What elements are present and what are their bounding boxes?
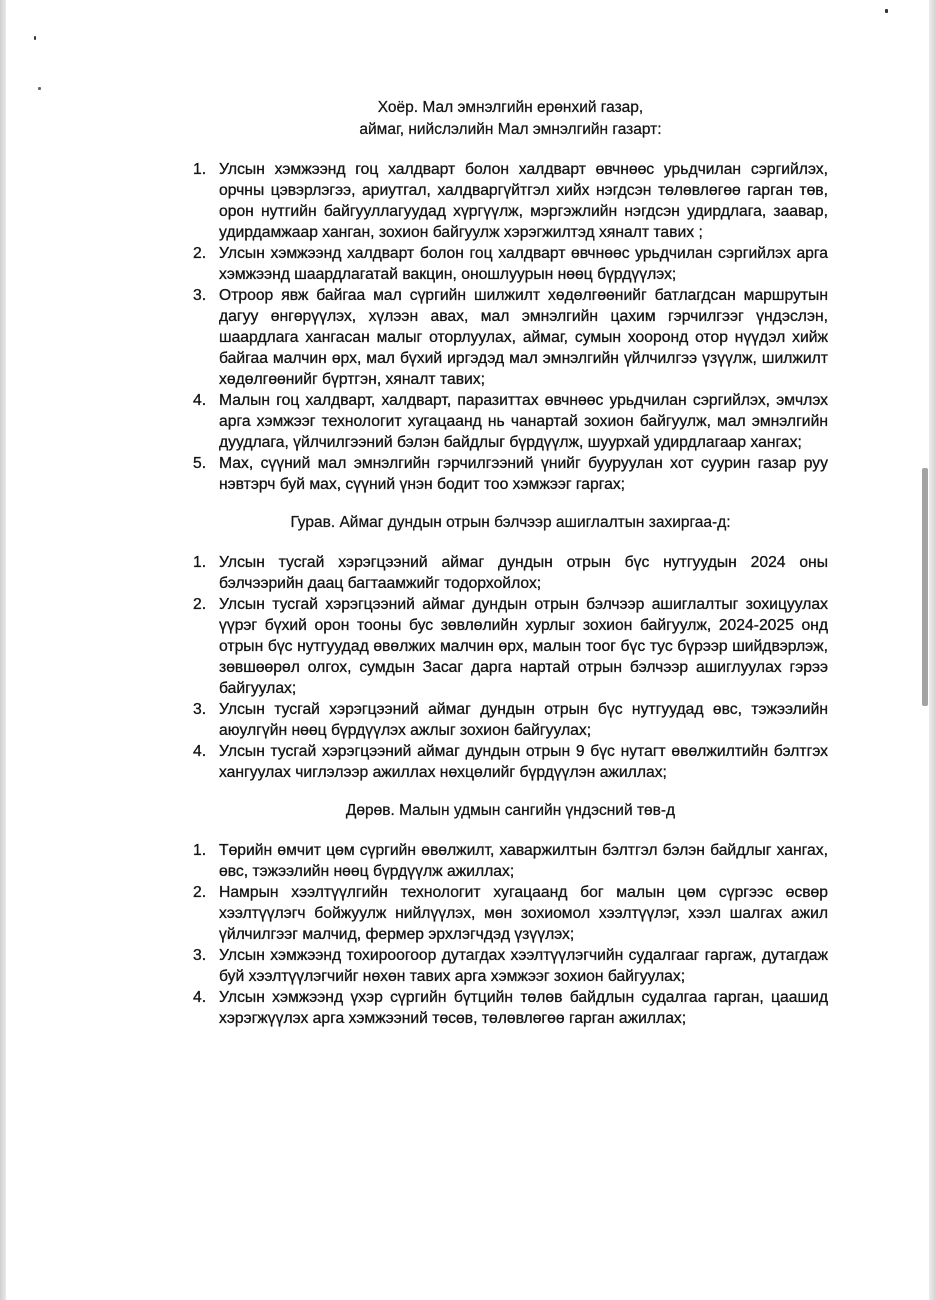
list-item xyxy=(193,741,828,783)
list-item xyxy=(193,159,828,243)
list-item xyxy=(193,882,828,945)
heading-line: Дөрөв. Малын удмын сангийн үндэсний төв-д xyxy=(345,802,676,819)
viewer-frame-right xyxy=(929,0,936,1300)
item-number: 4. xyxy=(193,743,207,760)
item-number: 1. xyxy=(193,554,207,571)
item-text: Улсын тусгай хэрэгцээний аймаг дундын отрын 9 бүс нутагт өвөлжилтийн бэлтгэх хангуулах чиглэлээр ажиллах нөхцөлийг бүрдүүлэн ажиллах; xyxy=(219,743,828,781)
heading-line: аймаг, нийслэлийн Мал эмнэлгийн газарт: xyxy=(359,121,662,138)
heading-line: Гурав. Аймаг дундын отрын бэлчээр ашиглалтын захиргаа-д: xyxy=(290,514,731,531)
item-text: Намрын хээлтүүлгийн технологит хугацаанд бог малын цөм сүргээс өсвөр хээлтүүлэгч бойжуулж нийлүүлэх, мөн зохиомол хээлтүүлэг, хээл шалгах ажил үйлчилгээг малчид, фермер эрхлэгчдэд үзүүлэх; xyxy=(219,884,828,943)
heading-line: Хоёр. Мал эмнэлгийн ерөнхий газар, xyxy=(377,99,644,116)
item-text: Улсын тусгай хэрэгцээний аймаг дундын отрын бэлчээр ашиглалтыг зохицуулах үүрэг бүхий орон тооны бус зөвлөлийн хурлыг зохион байгуулж, 2024-2025 онд отрын бүс нутгуудад өвөлжих малчин өрх, малын тоог бүс тус бүрээр шийдвэрлэж, зөвшөөрөл олгох, сумдын Засаг дарга нартай отрын бэлчээр ашиглуулах гэрээ байгуулах; xyxy=(219,596,828,697)
scan-speck xyxy=(885,9,888,13)
viewer-frame-left xyxy=(0,0,6,1300)
section-heading-4 xyxy=(193,800,828,822)
section-2-list xyxy=(193,159,828,495)
item-number: 2. xyxy=(193,596,207,613)
list-item xyxy=(193,594,828,699)
item-text: Отроор явж байгаа мал сүргийн шилжилт хөдөлгөөнийг батлагдсан маршрутын дагуу өнгөрүүлэх, хүлээн авах, мал эмнэлгийн цахим гэрчилгээг үндэслэн, шаардлага хангасан малыг оторлуулах, аймаг, сумын хооронд отор нүүдэл хийж байгаа малчин өрх, мал бүхий иргэдэд мал эмнэлгийн үйлчилгээ үзүүлж, шилжилт хөдөлгөөнийг бүртгэн, хяналт тавих; xyxy=(219,287,828,388)
list-item xyxy=(193,453,828,495)
list-item xyxy=(193,987,828,1029)
item-text: Улсын тусгай хэрэгцээний аймаг дундын отрын бүс нутгуудын 2024 оны бэлчээрийн даац багтаамжийг тодорхойлох; xyxy=(219,554,828,592)
section-4-list xyxy=(193,840,828,1029)
item-text: Улсын хэмжээнд үхэр сүргийн бүтцийн төлөв байдлын судалгаа гарган, цаашид хэрэгжүүлэх арга хэмжээний төсөв, төлөвлөгөө гарган ажиллах; xyxy=(219,989,828,1027)
item-text: Мах, сүүний мал эмнэлгийн гэрчилгээний үнийг бууруулан хот суурин газар руу нэвтэрч буй мах, сүүний үнэн бодит тоо хэмжээг гаргах; xyxy=(219,455,828,493)
list-item xyxy=(193,699,828,741)
item-text: Улсын хэмжээнд гоц халдварт болон халдварт өвчнөөс урьдчилан сэргийлэх, орчны цэвэрлэгээ, ариутгал, халдваргүйтгэл хийх нэгдсэн төлөвлөгөө гарган төв, орон нутгийн байгууллагуудад хүргүүлж, мэргэжлийн нэгдсэн удирдлага, заавар, удирдамжаар ханган, зохион байгуулж хэрэгжилтэд хяналт тавих ; xyxy=(219,161,828,241)
section-heading-3 xyxy=(193,512,828,534)
item-text: Төрийн өмчит цөм сүргийн өвөлжилт, хаваржилтын бэлтгэл бэлэн байдлыг хангах, өвс, тэжээлийн нөөц бүрдүүлж ажиллах; xyxy=(219,842,828,880)
document-page xyxy=(193,97,828,1029)
list-item xyxy=(193,285,828,390)
list-item xyxy=(193,840,828,882)
item-text: Малын гоц халдварт, халдварт, паразиттах өвчнөөс урьдчилан сэргийлэх, эмчлэх арга хэмжээг технологит хугацаанд нь чанартай зохион байгуулж, мал эмнэлгийн дуудлага, үйлчилгээний бэлэн байдлыг бүрдүүлж, шуурхай удирдлагаар хангах; xyxy=(219,392,828,451)
item-text: Улсын тусгай хэрэгцээний аймаг дундын отрын бүс нутгуудад өвс, тэжээлийн аюулгүйн нөөц бүрдүүлэх ажлыг зохион байгуулах; xyxy=(219,701,828,739)
scrollbar-thumb[interactable] xyxy=(922,468,928,706)
list-item xyxy=(193,945,828,987)
item-number: 2. xyxy=(193,884,207,901)
item-number: 5. xyxy=(193,455,207,472)
item-number: 4. xyxy=(193,392,207,409)
section-3-list xyxy=(193,552,828,783)
list-item xyxy=(193,390,828,453)
scan-speck xyxy=(38,87,41,90)
list-item xyxy=(193,552,828,594)
list-item xyxy=(193,243,828,285)
item-number: 4. xyxy=(193,989,207,1006)
item-number: 3. xyxy=(193,947,207,964)
item-number: 1. xyxy=(193,842,207,859)
section-heading-2 xyxy=(193,97,828,141)
item-number: 3. xyxy=(193,701,207,718)
item-text: Улсын хэмжээнд халдварт болон гоц халдварт өвчнөөс урьдчилан сэргийлэх арга хэмжээнд шаардлагатай вакцин, оношлуурын нөөц бүрдүүлэх; xyxy=(219,245,828,283)
item-number: 1. xyxy=(193,161,207,178)
item-number: 2. xyxy=(193,245,207,262)
item-text: Улсын хэмжээнд тохироогоор дутагдах хээлтүүлэгчийн судалгааг гаргаж, дутагдаж буй хээлтүүлэгчийг нөхөн тавих арга хэмжээг зохион байгуулах; xyxy=(219,947,828,985)
scan-speck xyxy=(34,36,36,40)
item-number: 3. xyxy=(193,287,207,304)
